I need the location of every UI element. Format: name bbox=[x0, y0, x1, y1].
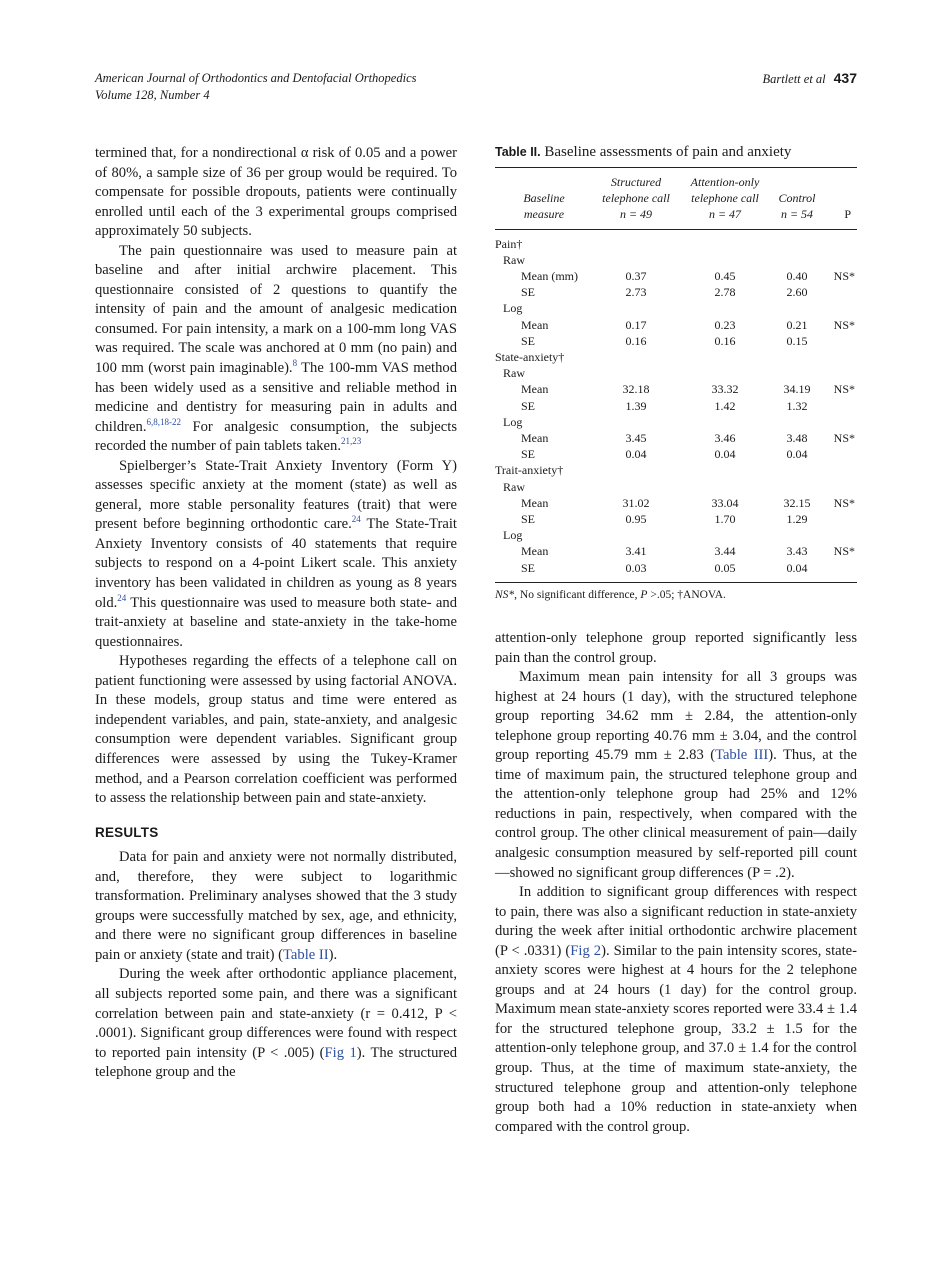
cell-control bbox=[771, 462, 823, 478]
row-label: SE bbox=[521, 512, 536, 527]
text-span: ). The structured telephone group and the bbox=[95, 1044, 457, 1081]
cell-attention-only: 1.70 bbox=[714, 512, 736, 527]
text-span: Data for pain and anxiety were not normally distributed, and, therefore, they were subject to logarithmic transformation. Preliminary analyses showed that the 3 study groups were successfully matched by sex, age, and ethnicity, and there were no significant group differences in baseline pain or anxiety (state and trait) ( bbox=[95, 849, 457, 963]
header-line: measure bbox=[523, 207, 565, 222]
header-attention-only bbox=[679, 168, 771, 230]
row-label: Log bbox=[503, 301, 523, 316]
header-right bbox=[762, 70, 857, 88]
table-row bbox=[495, 300, 857, 316]
table-row bbox=[495, 229, 857, 252]
cell-p bbox=[823, 560, 857, 583]
cell-attention-only bbox=[679, 252, 771, 268]
text-span: Spielberger’s State-Trait Anxiety Inventory (Form Y) assesses specific anxiety at the moment (state) as well as general, more stable personality features (trait) that were present before beginning orthodontic care. bbox=[95, 457, 457, 533]
row-label: State-anxiety† bbox=[495, 350, 565, 365]
table-row bbox=[495, 317, 857, 333]
cell-control: 0.04 bbox=[786, 560, 808, 575]
cell-attention-only bbox=[679, 229, 771, 252]
row-label: Mean (mm) bbox=[521, 269, 578, 284]
cell-control: 0.40 bbox=[786, 269, 808, 284]
citation-ref[interactable]: 24 bbox=[117, 592, 127, 603]
header-line: n = 47 bbox=[708, 207, 742, 222]
table-footnote: NS*, No significant difference, P >.05; †ANOVA. bbox=[495, 588, 726, 601]
cell-attention-only bbox=[679, 349, 771, 365]
data-table bbox=[495, 167, 857, 583]
paragraph bbox=[495, 668, 857, 883]
cell-attention-only: 1.42 bbox=[714, 398, 736, 413]
cell-p bbox=[823, 462, 857, 478]
row-label: Log bbox=[503, 414, 523, 429]
table-row bbox=[495, 268, 857, 284]
table-row bbox=[495, 252, 857, 268]
text-span: ). Thus, at the time of maximum pain, the structured telephone group and the attention-only telephone group had 25% and 12% reductions in pain, respectively, when compared with the control group. The other clinical measurement of pain—daily analgesic consumption measured by self-reported pill count—showed no significant group differences (P = .2). bbox=[495, 747, 858, 881]
cell-structured: 1.39 bbox=[625, 398, 647, 413]
text-span: Maximum mean pain intensity for all 3 groups was highest at 24 hours (1 day), with the structured telephone group reporting 34.62 mm ± 2.84, the attention-only telephone group reporting 40.76 mm ± 3.04, and the control group reporting 45.79 mm ± 2.83 ( bbox=[495, 669, 857, 764]
table-row bbox=[495, 511, 857, 527]
table-row bbox=[495, 414, 857, 430]
cell-attention-only: 0.23 bbox=[714, 317, 736, 332]
table-row bbox=[495, 462, 857, 478]
cell-structured bbox=[593, 229, 679, 252]
cell-control: 32.15 bbox=[783, 495, 811, 510]
cell-p bbox=[823, 511, 857, 527]
text-span: The 100-mm VAS method has been widely used as a sensitive and reliable method in medicine and dentistry for measuring pain in adults and children. bbox=[95, 360, 457, 435]
table-link[interactable]: Table II bbox=[283, 946, 329, 963]
cell-structured: 0.95 bbox=[625, 512, 647, 527]
cell-attention-only bbox=[679, 462, 771, 478]
table-row bbox=[495, 479, 857, 495]
row-label: Mean bbox=[521, 495, 549, 510]
row-label: SE bbox=[521, 398, 536, 413]
paragraph: Hypotheses regarding the effects of a telephone call on patient functioning were assessed by using factorial ANOVA. In these models, group status and time were entered as independent variables, and pain, state-anxiety, and analgesic consumption were dependent variables. Significant group differences were assessed by using the Tukey-Kramer method, and a Pearson correlation coefficient was performed to assess the relationship between pain and state-anxiety. bbox=[95, 653, 457, 807]
cell-control bbox=[771, 479, 823, 495]
cell-p: NS* bbox=[833, 544, 855, 559]
figure-link[interactable]: Fig 2 bbox=[570, 942, 602, 959]
cell-attention-only: 3.46 bbox=[714, 431, 736, 446]
header-line: telephone call bbox=[602, 191, 670, 206]
row-label: SE bbox=[521, 447, 536, 462]
table-row bbox=[495, 284, 857, 300]
cell-p: NS* bbox=[833, 431, 855, 446]
cell-p bbox=[823, 300, 857, 316]
cell-structured: 0.16 bbox=[625, 333, 647, 348]
cell-p bbox=[823, 446, 857, 462]
cell-attention-only bbox=[679, 527, 771, 543]
cell-structured bbox=[593, 349, 679, 365]
cell-p bbox=[823, 398, 857, 414]
cell-p: NS* bbox=[833, 382, 855, 397]
paragraph bbox=[95, 457, 457, 652]
table-row bbox=[495, 543, 857, 559]
text-span: During the week after orthodontic appliance placement, all subjects reported some pain, and there was a significant correlation between pain and state-anxiety (r = 0.412, P < .0001). Significant group differences were found with respect to reported pain intensity (P < .005) ( bbox=[95, 966, 457, 1061]
page-number: 437 bbox=[833, 70, 857, 86]
row-label: Mean bbox=[521, 431, 549, 446]
paragraph bbox=[95, 242, 457, 457]
row-label: Mean bbox=[521, 544, 549, 559]
cell-attention-only: 33.04 bbox=[711, 495, 739, 510]
table-row bbox=[495, 495, 857, 511]
paragraph bbox=[495, 883, 857, 1137]
cell-p bbox=[823, 414, 857, 430]
cell-attention-only: 0.05 bbox=[714, 560, 736, 575]
cell-control: 0.04 bbox=[786, 447, 808, 462]
cell-p bbox=[823, 229, 857, 252]
text-span: In addition to significant group differences with respect to pain, there was also a significant reduction in state-anxiety during the week after initial orthodontic archwire placement (P < .0331) ( bbox=[495, 884, 857, 959]
cell-attention-only bbox=[679, 300, 771, 316]
cell-attention-only: 0.04 bbox=[714, 447, 736, 462]
header-line: Control bbox=[778, 191, 816, 206]
table-row bbox=[495, 365, 857, 381]
cell-structured bbox=[593, 527, 679, 543]
cell-structured bbox=[593, 462, 679, 478]
cell-structured bbox=[593, 414, 679, 430]
cell-attention-only: 0.45 bbox=[714, 269, 736, 284]
text-span: The State-Trait Anxiety Inventory consists of 40 statements that require subjects to respond on a 4-point Likert scale. This anxiety inventory has been validated in children as young as 8 years old. bbox=[95, 516, 457, 611]
header-p: P bbox=[844, 207, 851, 222]
paragraph: termined that, for a nondirectional α risk of 0.05 and a power of 80%, a sample size of 36 per group would be required. To compensate for possible dropouts, patients were continually enrolled until each of the 3 experimental groups comprised approximately 50 subjects. bbox=[95, 145, 457, 240]
row-label: Log bbox=[503, 528, 523, 543]
header-authors: Bartlett et al bbox=[762, 72, 826, 86]
cell-attention-only: 0.16 bbox=[714, 333, 736, 348]
table-row bbox=[495, 446, 857, 462]
row-label: Mean bbox=[521, 382, 549, 397]
table-row bbox=[495, 430, 857, 446]
cell-p bbox=[823, 333, 857, 349]
cell-control bbox=[771, 252, 823, 268]
text-span: ). Similar to the pain intensity scores, state-anxiety scores were highest at 4 hours for the 2 telephone groups and at 24 hours (1 day) for the control group. Maximum mean state-anxiety scores reported were 33.4 ± 1.4 for the structured telephone group, 33.2 ± 1.5 for the attention-only telephone group, and 37.0 ± 1.4 for the control group. Thus, at the time of maximum state-anxiety, the structured telephone group and attention-only telephone group both had a 10% reduction in state-anxiety when compared with the control group. bbox=[495, 942, 858, 1135]
table-caption bbox=[495, 144, 857, 161]
cell-control: 1.32 bbox=[786, 398, 808, 413]
citation-ref[interactable]: 6,8,18-22 bbox=[146, 416, 181, 427]
cell-attention-only: 33.32 bbox=[711, 382, 739, 397]
cell-structured: 2.73 bbox=[625, 285, 647, 300]
cell-structured: 0.03 bbox=[625, 560, 647, 575]
cell-attention-only bbox=[679, 365, 771, 381]
cell-p: NS* bbox=[833, 317, 855, 332]
table-row bbox=[495, 381, 857, 397]
cell-structured bbox=[593, 479, 679, 495]
table-row bbox=[495, 560, 857, 583]
cell-control bbox=[771, 229, 823, 252]
cell-p bbox=[823, 252, 857, 268]
citation-ref[interactable]: 24 bbox=[351, 514, 361, 525]
table-title: Baseline assessments of pain and anxiety bbox=[544, 144, 792, 160]
table-row bbox=[495, 527, 857, 543]
row-label: SE bbox=[521, 333, 536, 348]
cell-p bbox=[823, 365, 857, 381]
cell-structured bbox=[593, 365, 679, 381]
cell-structured: 31.02 bbox=[622, 495, 650, 510]
header-line: n = 54 bbox=[780, 207, 814, 222]
table-label: Table II. bbox=[495, 145, 541, 159]
cell-structured: 0.17 bbox=[625, 317, 647, 332]
cell-control: 3.43 bbox=[786, 544, 808, 559]
cell-structured: 32.18 bbox=[622, 382, 650, 397]
cell-control: 1.29 bbox=[786, 512, 808, 527]
text-span: ). bbox=[328, 946, 338, 963]
cell-p bbox=[823, 284, 857, 300]
table-link[interactable]: Table III bbox=[715, 747, 769, 764]
header-line: Structured bbox=[610, 175, 662, 189]
table-row bbox=[495, 349, 857, 365]
header-line: n = 49 bbox=[619, 207, 653, 222]
cell-p bbox=[823, 479, 857, 495]
row-label: Raw bbox=[503, 366, 525, 381]
text-span: For analgesic consumption, the subjects recorded the number of pain tablets taken. bbox=[95, 418, 457, 455]
paragraph bbox=[95, 965, 457, 1082]
header-line: Baseline bbox=[523, 191, 565, 206]
row-label: Raw bbox=[503, 252, 525, 267]
citation-ref[interactable]: 21,23 bbox=[340, 436, 362, 447]
header-line: telephone call bbox=[691, 191, 759, 206]
cell-p: NS* bbox=[833, 269, 855, 284]
cell-control: 2.60 bbox=[786, 285, 808, 300]
cell-control bbox=[771, 365, 823, 381]
cell-attention-only bbox=[679, 479, 771, 495]
cell-control: 3.48 bbox=[786, 431, 808, 446]
cell-attention-only: 3.44 bbox=[714, 544, 736, 559]
cell-structured: 0.04 bbox=[625, 447, 647, 462]
header-line: Attention-only bbox=[690, 175, 760, 189]
journal-title: American Journal of Orthodontics and Dentofacial Orthopedics bbox=[95, 71, 417, 85]
header-baseline-measure bbox=[495, 168, 593, 230]
paragraph: attention-only telephone group reported significantly less pain than the control group. bbox=[495, 630, 857, 666]
cell-control: 34.19 bbox=[783, 382, 811, 397]
row-label: SE bbox=[521, 285, 536, 300]
table-row bbox=[495, 333, 857, 349]
citation-ref[interactable]: 8 bbox=[292, 358, 298, 369]
header-structured bbox=[593, 168, 679, 230]
cell-p: NS* bbox=[833, 495, 855, 510]
row-label: Mean bbox=[521, 317, 549, 332]
cell-structured bbox=[593, 252, 679, 268]
text-span: The pain questionnaire was used to measure pain at baseline and after initial archwire placement. This questionnaire consisted of 2 questions to quantify the intensity of pain and the amount of analgesic medication consumed. For pain intensity, a mark on a 100-mm long VAS was required. The scale was anchored at 0 mm (no pain) and 100 mm (worst pain imaginable). bbox=[95, 242, 457, 377]
cell-p bbox=[823, 349, 857, 365]
row-label: SE bbox=[521, 560, 536, 575]
cell-control: 0.21 bbox=[786, 317, 808, 332]
text-span: This questionnaire was used to measure both state- and trait-anxiety at baseline and state-anxiety in the take-home questionnaires. bbox=[95, 594, 457, 650]
cell-attention-only: 2.78 bbox=[714, 285, 736, 300]
paragraph bbox=[95, 848, 457, 965]
header-control bbox=[771, 168, 823, 230]
row-label: Raw bbox=[503, 479, 525, 494]
row-label: Pain† bbox=[495, 236, 523, 251]
cell-structured: 0.37 bbox=[625, 269, 647, 284]
row-label: Trait-anxiety† bbox=[495, 463, 564, 478]
right-column bbox=[495, 629, 857, 1137]
journal-volume: Volume 128, Number 4 bbox=[95, 88, 210, 102]
table-row bbox=[495, 398, 857, 414]
figure-link[interactable]: Fig 1 bbox=[324, 1044, 357, 1061]
table-header-row bbox=[495, 168, 857, 230]
section-heading-results: RESULTS bbox=[95, 824, 159, 840]
cell-control bbox=[771, 349, 823, 365]
running-header bbox=[95, 70, 857, 104]
cell-attention-only bbox=[679, 414, 771, 430]
cell-structured: 3.41 bbox=[625, 544, 647, 559]
cell-control bbox=[771, 414, 823, 430]
left-column bbox=[95, 144, 457, 1083]
cell-p bbox=[823, 527, 857, 543]
cell-structured bbox=[593, 300, 679, 316]
cell-control bbox=[771, 527, 823, 543]
table-ii bbox=[495, 144, 857, 601]
cell-structured: 3.45 bbox=[625, 431, 647, 446]
cell-control bbox=[771, 300, 823, 316]
cell-control: 0.15 bbox=[786, 333, 808, 348]
